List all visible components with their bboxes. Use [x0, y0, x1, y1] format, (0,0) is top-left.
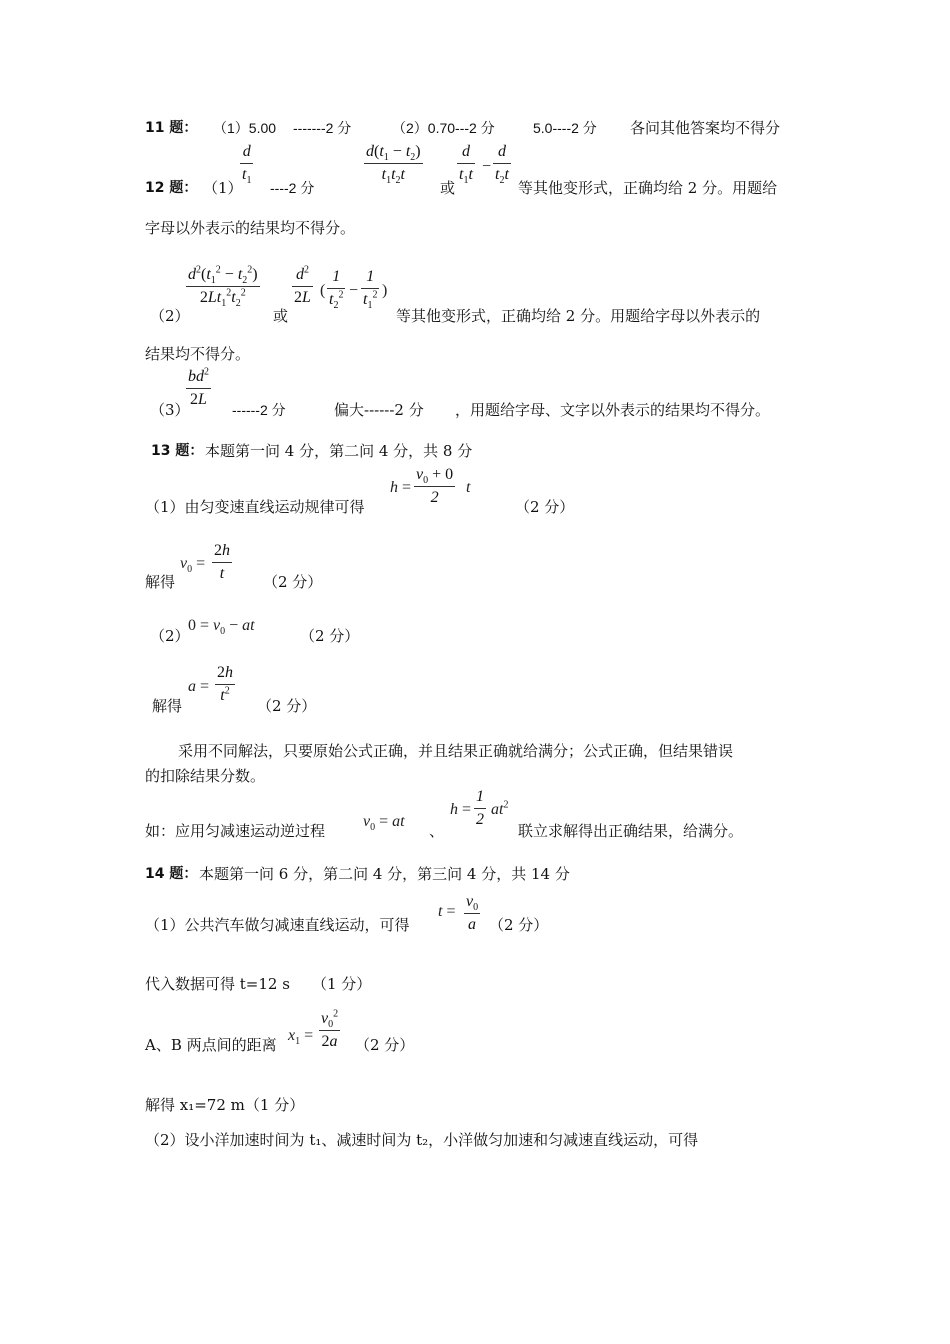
formula-d-over-t1t: d $t_1t$: [459, 143, 473, 187]
formula-v0sq-over-2a: $v_0^2$ 2a: [321, 1008, 339, 1050]
formula-v0-over-a: $v_0$ a: [466, 893, 479, 933]
formula-bd2-over-2L: $bd^2$ 2L: [188, 366, 209, 408]
formula-a-eq: a =: [188, 678, 210, 695]
q13-step4-score: （2 分）: [257, 697, 317, 715]
q12-part3-score: ------2 分: [232, 402, 286, 418]
formula-x1-eq: $x_1$ =: [288, 1027, 314, 1048]
q13-step4: 解得: [152, 697, 183, 715]
q14-label: 14 题：: [145, 866, 198, 882]
formula-v0-eq: $v_0$ =: [180, 555, 206, 576]
q14-step3: A、B 两点间的距离: [145, 1036, 277, 1054]
formula-h-eq: h =: [390, 479, 412, 496]
formula-d-over-t1: d $t_1$: [242, 143, 252, 187]
q14-intro: 本题第一问 6 分，第二问 4 分，第三问 4 分，共 14 分: [199, 865, 570, 883]
formula-1-over-t2sq: 1 $t_2^2$: [329, 268, 344, 312]
q12-note1: 等其他变形式，正确均给 2 分。用题给: [518, 179, 778, 197]
q12-part3: （3）: [150, 401, 190, 419]
q13-step1: （1）由匀变速直线运动规律可得: [145, 498, 365, 516]
q11-part2: （2）0.70---2 分: [392, 120, 495, 136]
formula-1-over-t1sq: 1 $t_1^2$: [363, 268, 378, 312]
q12-part1-score: ----2 分: [270, 180, 315, 196]
q13-step2: 解得: [145, 573, 176, 591]
q11-part1-score: -------2 分: [293, 120, 352, 136]
formula-v0-eq-at: $v_0$ = at: [363, 813, 405, 834]
q12-part1: （1）: [203, 179, 243, 197]
q12-note2b: 结果均不得分。: [145, 345, 251, 363]
q12-or2: 或: [273, 307, 289, 325]
q12-or1: 或: [440, 179, 456, 197]
formula-d2-t1sq-minus-t2sq: $d^2(t_1^2 - t_2^2)$ $2Lt_1^2t_2^2$: [188, 264, 258, 310]
q14-step1: （1）公共汽车做匀减速直线运动，可得: [145, 916, 410, 934]
formula-half: 1 2: [476, 788, 484, 828]
q13-label: 13 题：: [151, 443, 204, 459]
q13-para1: 采用不同解法，只要原始公式正确，并且结果正确就给满分；公式正确，但结果错误: [178, 742, 734, 760]
formula-v0-plus-0-over-2: $v_0 + 0$ 2: [416, 466, 454, 506]
formula-d-t1-minus-t2: $d(t_1 - t_2)$ $t_1t_2t$: [366, 143, 421, 187]
q13-step3: （2）: [150, 627, 190, 645]
q12-part2: （2）: [150, 307, 190, 325]
formula-t: t: [466, 479, 471, 496]
q12-note1b: 字母以外表示的结果均不得分。: [145, 219, 356, 237]
formula-2h-over-t2: 2h $t^2$: [217, 664, 233, 704]
q13-step3-score: （2 分）: [300, 627, 360, 645]
q14-step4: 解得 x₁=72 m（1 分）: [145, 1096, 305, 1114]
q14-step2-score: （1 分）: [312, 975, 372, 993]
minus-sign: −: [482, 158, 492, 175]
formula-d-over-t2t: d $t_2t$: [495, 143, 509, 187]
formula-2h-over-t: 2h t: [214, 542, 230, 582]
q12-note2: 等其他变形式，正确均给 2 分。用题给字母以外表示的: [396, 307, 761, 325]
paren-close: ): [382, 282, 388, 299]
q14-step3-score: （2 分）: [355, 1036, 415, 1054]
q13-sep: 、: [429, 822, 445, 840]
q11-part1: （1）5.00: [213, 120, 277, 136]
formula-0-eq-v0-minus-at: $0 = v_0$ − at: [188, 617, 255, 638]
q14-step1-score: （2 分）: [489, 916, 549, 934]
q12-part3-bias: 偏大------2 分: [334, 401, 424, 419]
q14-step5: （2）设小洋加速时间为 t₁、减速时间为 t₂，小洋做匀加速和匀减速直线运动，可得: [145, 1131, 699, 1149]
q11-note: 各问其他答案均不得分: [630, 119, 781, 137]
q14-step2: 代入数据可得 t=12 s: [145, 975, 290, 993]
paren-open: (: [320, 282, 326, 299]
formula-t-eq: t =: [438, 903, 456, 920]
q12-part3-note: ，用题给字母、文字以外表示的结果均不得分。: [455, 401, 771, 419]
q11-part3: 5.0----2 分: [533, 120, 597, 136]
q11-label: 11 题：: [145, 120, 198, 136]
q13-example-end: 联立求解得出正确结果，给满分。: [518, 822, 744, 840]
q12-label: 12 题：: [145, 180, 198, 196]
formula-at2: $at^2$: [491, 799, 509, 818]
q13-example: 如：应用匀减速运动逆过程: [145, 822, 326, 840]
q13-step1-score: （2 分）: [515, 498, 575, 516]
q13-intro: 本题第一问 4 分，第二问 4 分，共 8 分: [205, 442, 473, 460]
formula-d2-over-2L: $d^2$ 2L: [294, 264, 311, 306]
q13-step2-score: （2 分）: [263, 573, 323, 591]
q13-para2: 的扣除结果分数。: [145, 767, 266, 785]
formula-h-eq-2: h =: [450, 801, 472, 818]
minus-sign: −: [349, 282, 359, 299]
